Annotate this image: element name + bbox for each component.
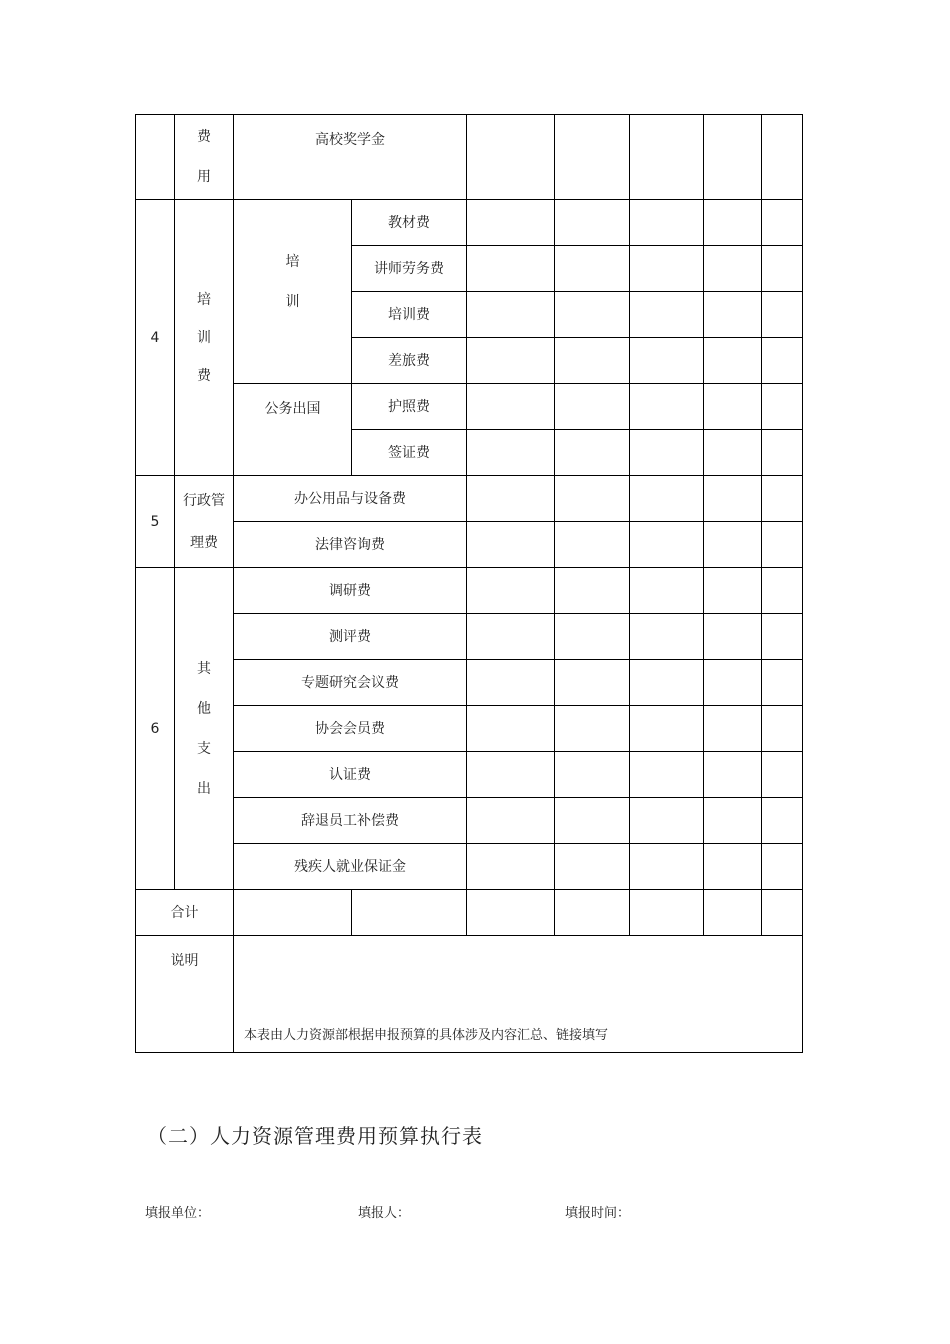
item-cell: [234, 476, 467, 522]
item-label: 签证费: [388, 444, 430, 461]
value-cell[interactable]: [467, 798, 555, 844]
value-cell[interactable]: [762, 384, 803, 430]
value-cell[interactable]: [704, 200, 762, 246]
value-cell[interactable]: [762, 614, 803, 660]
category-cell: [175, 115, 234, 200]
value-cell[interactable]: [467, 660, 555, 706]
value-cell[interactable]: [630, 568, 704, 614]
value-cell[interactable]: [762, 430, 803, 476]
row-no: 5: [150, 513, 160, 530]
subcategory-text: 培: [285, 254, 300, 270]
subcategory-text: 训: [285, 294, 300, 310]
value-cell[interactable]: [467, 430, 555, 476]
value-cell[interactable]: [555, 246, 630, 292]
note-label-cell: [136, 936, 234, 1053]
value-cell[interactable]: [467, 292, 555, 338]
item-cell: [234, 660, 467, 706]
row-no: 6: [150, 720, 160, 737]
value-cell[interactable]: [630, 614, 704, 660]
value-cell[interactable]: [704, 568, 762, 614]
value-cell[interactable]: [555, 614, 630, 660]
category-text: 用: [197, 169, 211, 185]
value-cell[interactable]: [555, 430, 630, 476]
category-text: 费: [197, 367, 211, 384]
value-cell[interactable]: [555, 522, 630, 568]
item-cell: [352, 384, 467, 430]
row-no-cell: [136, 115, 175, 200]
value-cell[interactable]: [555, 338, 630, 384]
value-cell[interactable]: [467, 752, 555, 798]
value-cell[interactable]: [762, 890, 803, 936]
value-cell[interactable]: [630, 844, 704, 890]
value-cell[interactable]: [467, 890, 555, 936]
value-cell[interactable]: [762, 798, 803, 844]
value-cell[interactable]: [704, 890, 762, 936]
category-text: 理费: [190, 534, 218, 551]
value-cell[interactable]: [762, 752, 803, 798]
value-cell[interactable]: [555, 706, 630, 752]
category-cell: [175, 568, 234, 890]
value-cell[interactable]: [630, 338, 704, 384]
item-label: 护照费: [388, 398, 430, 415]
item-label: 协会会员费: [315, 720, 385, 737]
value-cell[interactable]: [762, 522, 803, 568]
value-cell[interactable]: [467, 384, 555, 430]
value-cell[interactable]: [704, 522, 762, 568]
value-cell[interactable]: [630, 476, 704, 522]
value-cell[interactable]: [467, 338, 555, 384]
value-cell[interactable]: [555, 292, 630, 338]
item-cell: [352, 430, 467, 476]
row-no-cell: [136, 476, 175, 568]
value-cell[interactable]: [467, 844, 555, 890]
item-label: 法律咨询费: [315, 536, 385, 553]
value-cell[interactable]: [555, 200, 630, 246]
value-cell[interactable]: [555, 115, 630, 200]
item-label: 残疾人就业保证金: [294, 858, 406, 875]
item-cell: [234, 115, 467, 200]
subcategory-text: 公务出国: [264, 401, 321, 417]
value-cell[interactable]: [762, 246, 803, 292]
item-label: 认证费: [329, 766, 371, 783]
subcategory-cell: [234, 200, 352, 384]
value-cell[interactable]: [467, 115, 555, 200]
category-text: 其: [197, 660, 211, 677]
value-cell[interactable]: [704, 752, 762, 798]
item-label: 高校奖学金: [315, 132, 385, 148]
item-label: 辞退员工补偿费: [301, 812, 399, 829]
value-cell[interactable]: [762, 200, 803, 246]
value-cell[interactable]: [630, 115, 704, 200]
item-cell: [234, 568, 467, 614]
category-cell: [175, 476, 234, 568]
value-cell[interactable]: [467, 706, 555, 752]
item-cell: [352, 246, 467, 292]
item-cell: [234, 614, 467, 660]
category-text: 培: [197, 291, 211, 308]
value-cell[interactable]: [630, 246, 704, 292]
item-cell: [234, 522, 467, 568]
value-cell[interactable]: [630, 752, 704, 798]
value-cell[interactable]: [467, 522, 555, 568]
value-cell[interactable]: [630, 430, 704, 476]
value-cell[interactable]: [630, 292, 704, 338]
value-cell[interactable]: [555, 660, 630, 706]
item-cell: [352, 200, 467, 246]
row-no-cell: [136, 200, 175, 476]
value-cell[interactable]: [704, 338, 762, 384]
item-cell: [352, 338, 467, 384]
item-cell: [234, 798, 467, 844]
item-cell: [234, 706, 467, 752]
value-cell[interactable]: [630, 522, 704, 568]
value-cell[interactable]: [467, 614, 555, 660]
total-label: 合计: [170, 904, 199, 921]
value-cell[interactable]: [555, 476, 630, 522]
item-label: 教材费: [388, 214, 430, 231]
value-cell[interactable]: [467, 476, 555, 522]
budget-table: [135, 114, 803, 1053]
item-label: 培训费: [388, 306, 430, 323]
item-label: 办公用品与设备费: [294, 490, 406, 507]
value-cell[interactable]: [555, 752, 630, 798]
value-cell[interactable]: [762, 706, 803, 752]
category-cell: [175, 200, 234, 476]
item-cell: [234, 844, 467, 890]
value-cell[interactable]: [704, 660, 762, 706]
value-cell[interactable]: [467, 200, 555, 246]
value-cell[interactable]: [704, 706, 762, 752]
value-cell[interactable]: [704, 798, 762, 844]
category-text: 出: [197, 780, 211, 797]
note-label: 说明: [170, 953, 199, 969]
value-cell[interactable]: [762, 115, 803, 200]
category-text: 训: [197, 329, 211, 346]
row-no-cell: [136, 568, 175, 890]
section-title: （二）人力资源管理费用预算执行表: [147, 1124, 483, 1148]
value-cell[interactable]: [704, 430, 762, 476]
item-cell: [234, 752, 467, 798]
value-cell[interactable]: [704, 614, 762, 660]
fill-unit-label: 填报单位：: [145, 1206, 211, 1221]
note-cell: [234, 936, 803, 1053]
value-cell[interactable]: [555, 568, 630, 614]
total-label-cell: [136, 890, 234, 936]
value-cell[interactable]: [630, 798, 704, 844]
item-label: 讲师劳务费: [374, 260, 444, 277]
value-cell[interactable]: [704, 246, 762, 292]
value-cell[interactable]: [630, 706, 704, 752]
category-text: 支: [197, 740, 211, 757]
value-cell[interactable]: [555, 798, 630, 844]
category-text: 行政管: [183, 492, 225, 509]
value-cell[interactable]: [555, 384, 630, 430]
row-no: 4: [150, 329, 160, 346]
value-cell[interactable]: [630, 660, 704, 706]
value-cell[interactable]: [762, 568, 803, 614]
value-cell[interactable]: [630, 384, 704, 430]
value-cell[interactable]: [704, 844, 762, 890]
value-cell[interactable]: [704, 384, 762, 430]
item-label: 调研费: [329, 582, 371, 599]
value-cell[interactable]: [704, 292, 762, 338]
category-text: 他: [197, 700, 211, 717]
value-cell[interactable]: [630, 890, 704, 936]
category-text: 费: [197, 129, 211, 145]
item-cell: [352, 292, 467, 338]
value-cell[interactable]: [234, 890, 352, 936]
value-cell[interactable]: [352, 890, 467, 936]
value-cell[interactable]: [762, 338, 803, 384]
value-cell[interactable]: [467, 246, 555, 292]
value-cell[interactable]: [630, 200, 704, 246]
note-text: 本表由人力资源部根据申报预算的具体涉及内容汇总、链接填写: [244, 1028, 609, 1043]
value-cell[interactable]: [555, 844, 630, 890]
value-cell[interactable]: [762, 844, 803, 890]
value-cell[interactable]: [762, 660, 803, 706]
value-cell[interactable]: [704, 476, 762, 522]
item-label: 专题研究会议费: [301, 674, 399, 691]
value-cell[interactable]: [762, 476, 803, 522]
value-cell[interactable]: [762, 292, 803, 338]
filler-label: 填报人：: [358, 1206, 411, 1221]
item-label: 测评费: [329, 628, 371, 645]
subcategory-cell: [234, 384, 352, 476]
fill-time-label: 填报时间：: [565, 1206, 631, 1221]
item-label: 差旅费: [388, 352, 430, 369]
value-cell[interactable]: [467, 568, 555, 614]
value-cell[interactable]: [704, 115, 762, 200]
value-cell[interactable]: [555, 890, 630, 936]
